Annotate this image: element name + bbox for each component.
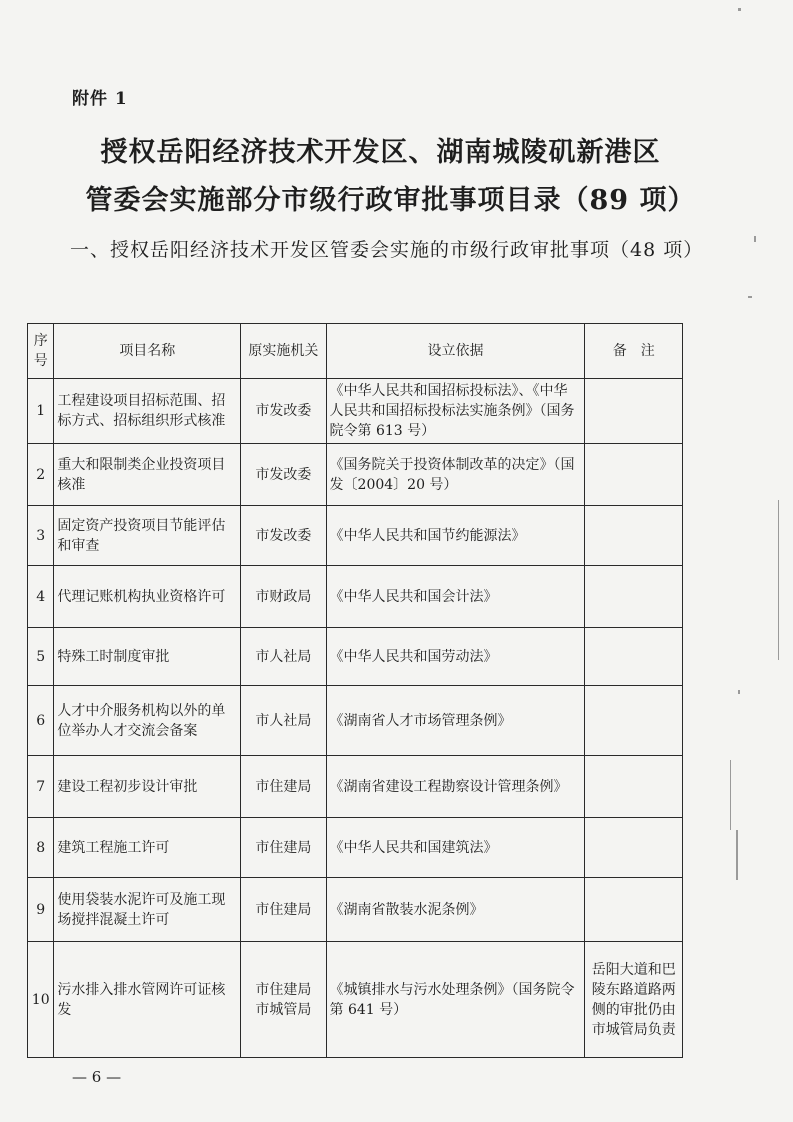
row-dept: 市人社局 xyxy=(241,686,326,756)
row-remark: 岳阳大道和巴陵东路道路两侧的审批仍由市城管局负责 xyxy=(585,942,683,1058)
row-remark xyxy=(585,628,683,686)
scan-speck xyxy=(730,760,731,830)
table-row xyxy=(28,628,683,686)
row-dept: 市住建局 xyxy=(241,756,326,818)
row-no: 4 xyxy=(28,566,54,628)
table-row xyxy=(28,566,683,628)
row-remark xyxy=(585,756,683,818)
row-no: 1 xyxy=(28,379,54,444)
row-name: 重大和限制类企业投资项目核准 xyxy=(54,444,241,506)
header-dept: 原实施机关 xyxy=(241,324,326,379)
row-name: 特殊工时制度审批 xyxy=(54,628,241,686)
row-no: 8 xyxy=(28,818,54,878)
row-dept: 市发改委 xyxy=(241,379,326,444)
row-basis: 《中华人民共和国劳动法》 xyxy=(326,628,585,686)
row-basis: 《湖南省人才市场管理条例》 xyxy=(326,686,585,756)
row-basis: 《国务院关于投资体制改革的决定》（国发〔2004〕20 号） xyxy=(326,444,585,506)
row-name: 工程建设项目招标范围、招标方式、招标组织形式核准 xyxy=(54,379,241,444)
row-no: 3 xyxy=(28,506,54,566)
scan-speck xyxy=(736,830,738,880)
row-remark xyxy=(585,878,683,942)
header-name: 项目名称 xyxy=(54,324,241,379)
row-basis: 《中华人民共和国会计法》 xyxy=(326,566,585,628)
scan-speck xyxy=(748,296,752,298)
row-remark xyxy=(585,444,683,506)
row-dept: 市发改委 xyxy=(241,506,326,566)
document-title-line1: 授权岳阳经济技术开发区、湖南城陵矶新港区 xyxy=(100,137,661,168)
table-row xyxy=(28,444,683,506)
row-remark xyxy=(585,566,683,628)
row-remark xyxy=(585,818,683,878)
row-basis: 《中华人民共和国建筑法》 xyxy=(326,818,585,878)
approval-items-table xyxy=(27,323,683,1058)
row-basis: 《湖南省建设工程勘察设计管理条例》 xyxy=(326,756,585,818)
row-name: 建筑工程施工许可 xyxy=(54,818,241,878)
table-row xyxy=(28,506,683,566)
header-remark: 备 注 xyxy=(585,324,683,379)
row-dept: 市人社局 xyxy=(241,628,326,686)
table-row xyxy=(28,878,683,942)
scan-speck xyxy=(738,8,741,11)
row-dept: 市发改委 xyxy=(241,444,326,506)
attachment-label: 附件 1 xyxy=(72,89,128,109)
row-name: 污水排入排水管网许可证核发 xyxy=(54,942,241,1058)
table-row xyxy=(28,942,683,1058)
row-no: 9 xyxy=(28,878,54,942)
row-dept: 市住建局 xyxy=(241,878,326,942)
row-no: 5 xyxy=(28,628,54,686)
row-name: 使用袋装水泥许可及施工现场搅拌混凝土许可 xyxy=(54,878,241,942)
row-dept: 市财政局 xyxy=(241,566,326,628)
section-heading: 一、授权岳阳经济技术开发区管委会实施的市级行政审批事项（48 项） xyxy=(70,239,704,261)
table-header-row xyxy=(28,324,683,379)
page-number: — 6 — xyxy=(72,1068,122,1086)
row-name: 人才中介服务机构以外的单位举办人才交流会备案 xyxy=(54,686,241,756)
row-no: 10 xyxy=(28,942,54,1058)
row-name: 建设工程初步设计审批 xyxy=(54,756,241,818)
row-name: 代理记账机构执业资格许可 xyxy=(54,566,241,628)
document-title-line2: 管委会实施部分市级行政审批事项目录（89 项） xyxy=(85,185,696,216)
row-dept: 市住建局 xyxy=(241,818,326,878)
row-remark xyxy=(585,686,683,756)
row-no: 6 xyxy=(28,686,54,756)
row-basis: 《中华人民共和国节约能源法》 xyxy=(326,506,585,566)
table-row xyxy=(28,379,683,444)
row-remark xyxy=(585,379,683,444)
row-basis: 《湖南省散装水泥条例》 xyxy=(326,878,585,942)
header-no: 序号 xyxy=(28,324,54,379)
row-basis: 《城镇排水与污水处理条例》（国务院令第 641 号） xyxy=(326,942,585,1058)
header-basis: 设立依据 xyxy=(326,324,585,379)
row-no: 2 xyxy=(28,444,54,506)
scan-speck xyxy=(754,236,756,242)
table-row xyxy=(28,818,683,878)
row-no: 7 xyxy=(28,756,54,818)
row-dept: 市住建局 市城管局 xyxy=(241,942,326,1058)
table-row xyxy=(28,686,683,756)
row-remark xyxy=(585,506,683,566)
row-basis: 《中华人民共和国招标投标法》、《中华人民共和国招标投标法实施条例》（国务院令第 613 号） xyxy=(326,379,585,444)
scan-speck xyxy=(778,500,779,660)
table-row xyxy=(28,756,683,818)
scan-speck xyxy=(738,690,740,694)
row-name: 固定资产投资项目节能评估和审查 xyxy=(54,506,241,566)
